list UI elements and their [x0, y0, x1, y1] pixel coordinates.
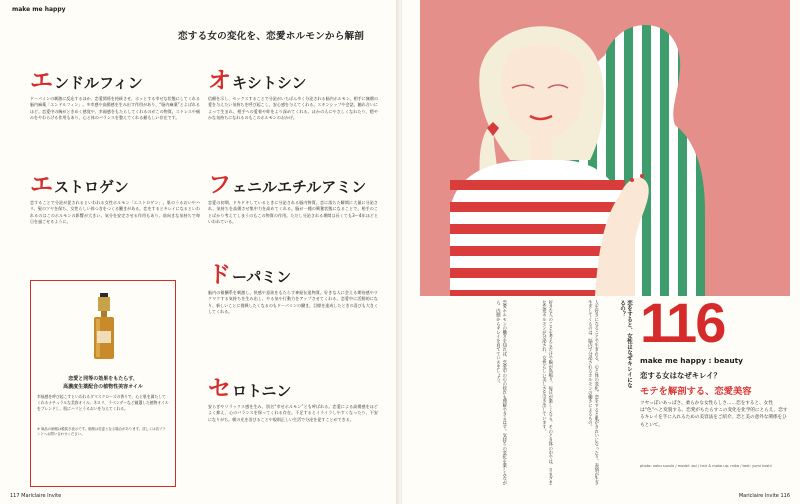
feature-number: 116	[640, 291, 725, 354]
section-phenylethylamine	[208, 170, 378, 226]
feature-heading: 恋する女はなぜキレイ？	[640, 371, 721, 380]
vertical-text-column: 人を好きになることで生まれる、心と体の変化。恋をすると肌がきれいになったり、表情が生き生きしてくるのは、脳内で分泌されるホルモンの働きによるもの。	[587, 300, 599, 485]
section-body: 安らぎやリラックス感を生み、別名“幸せホルモン”とも呼ばれる。恋愛による高揚感をほどよく抑え、心のバランスを保ってくれる存在。不足するとイライラしやすくなったり、不安になりがち。朝の光を浴びることや規則正しい生活で分泌を促すことができる。	[208, 404, 378, 422]
caption-line: 恋愛と同等の効果をもたらす、	[68, 376, 138, 382]
title-rest: ェニルエチルアミン	[232, 178, 367, 196]
title-initial: フ	[208, 171, 231, 198]
title-rest: ロトニン	[232, 382, 292, 400]
title-rest: ーパミン	[232, 268, 292, 286]
section-title	[208, 260, 378, 286]
section-body: 脳内の報酬系を刺激し、快感や意欲をもたらす神経伝達物質。好きな人に会える期待感やワクワクする気持ちを生み出し、やる気や行動力をアップさせてくれる。恋愛中に活動的になり、新しいことに挑戦したくなるのもドーパミンの働き。目標を達成したときの喜びも大きくしてくれる。	[208, 290, 378, 315]
product-footnote: ※ 商品の価格は税抜き表示です。価格は変更となる場合があります。詳しくは各ブランドへお問い合わせください。	[37, 427, 166, 437]
section-dopamine	[208, 260, 378, 316]
section-title	[30, 170, 200, 196]
section-body: 恋愛の初期、ドキドキしているときに分泌される脳内物質。恋に落ちた瞬間に大量に分泌され、気持ちを高揚させ集中力を高めてくれる。脳が一種の興奮状態になることで、相手のことばかり考えてしまうのもこの物質の作用。ただし分泌される期間は長くても3〜4年ほどといわれている。	[208, 200, 378, 225]
couple-illustration	[420, 0, 790, 296]
title-rest: キシトシン	[232, 74, 307, 92]
title-initial: エ	[30, 67, 53, 94]
section-estrogen	[30, 170, 200, 226]
running-head: make me happy	[12, 6, 66, 13]
section-title	[30, 66, 200, 92]
title-initial: ド	[208, 261, 231, 288]
left-page	[0, 0, 398, 504]
section-oxytocin	[208, 66, 378, 122]
section-body: 信頼を示し、セックスすることで分泌がいちばん多く分泌される脳内ホルモン。相手に無償の愛を与えたい気持ちを呼び起こし、安心感を与えてくれる。スキンシップや会話、触れ合いによって生まれ、相手への愛着や絆をより深めてくれる。ほかの人にやさしくなれたり、穏やかな気持ちになれるのもこのホルモンのおかげ。	[208, 96, 378, 121]
oil-bottle-image	[89, 293, 119, 361]
vertical-text-column: 好きな人のことを考えるだけで胸が高鳴り、毎日が楽しくなる。そのとき体の中では、さまざまな恋愛ホルモンが分泌され、女性らしい美しさを引き出しています。	[541, 300, 553, 485]
feature-subtitle: make me happy : beauty	[640, 356, 743, 365]
page-number: Mariclaire Invite 116	[738, 493, 790, 499]
product-description: 幸福感を呼び起こすといわれるダマスクローズの香りで、心と肌を満たしてくれるナチュラルな美容オイル。ネロリ、ラベンダーなど厳選した植物オイルをブレンドし、肌にハリとうるおいを与えてくれる。	[37, 394, 169, 411]
section-endorphin	[30, 66, 200, 122]
credits: photo: nobu suzuki / model: aoi / hair & make-up: mika / text: yumi hoshi	[640, 464, 772, 468]
caption-line: 高濃度生薬配合の植物性美容オイル	[63, 384, 143, 390]
title-initial: エ	[30, 171, 53, 198]
product-box	[30, 280, 176, 487]
section-body: ドーパミンの刺激に反応するほか、恋愛関係を持続させ、ホッとする幸せな状態にしてくれる脳内麻薬「エンドルフィン」。多幸感や高揚感を生み出す作用があり、“脳内麻薬”とよばれるほど。恋愛中の胸がときめく感覚や、幸福感をもたらしてくれるのがこの物質。ストレスや痛みをやわらげる作用もあり、心と体のバランスを整えてくれる頼もしい存在です。	[30, 96, 200, 121]
page-number: 117 Mariclaire Invite	[10, 493, 62, 499]
feature-title: モテを解剖する、恋愛美容	[640, 386, 752, 397]
section-body: 恋することで分泌が促されるといわれる女性ホルモン「エストロゲン」。肌のうるおいやハリ、髪のツヤを保ち、女性らしい体つきをつくる働きがある。恋をするとキレイになるといわれるのはこのホルモンの影響が大きい。気分を安定させる作用もあり、前向きな気持ちで毎日を過ごせるように。	[30, 200, 200, 225]
title-rest: ンドルフィン	[54, 74, 143, 92]
product-caption	[37, 375, 169, 391]
vertical-text-column: 恋愛ホルモンの働きを知れば、恋愛中の心の揺れも理解できるはず。気持ちの変化を楽しみながら、内側からキレイを育てていきましょう。	[495, 300, 507, 485]
section-title	[208, 170, 378, 196]
section-title	[208, 66, 378, 92]
page-headline: 恋する女の変化を、恋愛ホルモンから解剖	[178, 31, 365, 42]
title-initial: セ	[208, 375, 231, 402]
vertical-title: 恋をすると、女性はなぜキレイになるの？	[619, 300, 632, 388]
section-title	[208, 374, 378, 400]
section-serotonin	[208, 374, 378, 423]
feature-lead: ツヤっぽいあっぱさ、柔らかな女性らしさ……恋をすると、女性は“色”へと変貌する。恋愛がもたらすこの変化を化学的にとらえ、恋するキレイを手に入れるための美容法をご紹介。恋と美の意外な関係をひもといて。	[640, 401, 788, 428]
title-initial: オ	[208, 67, 231, 94]
title-rest: ストロゲン	[54, 178, 129, 196]
